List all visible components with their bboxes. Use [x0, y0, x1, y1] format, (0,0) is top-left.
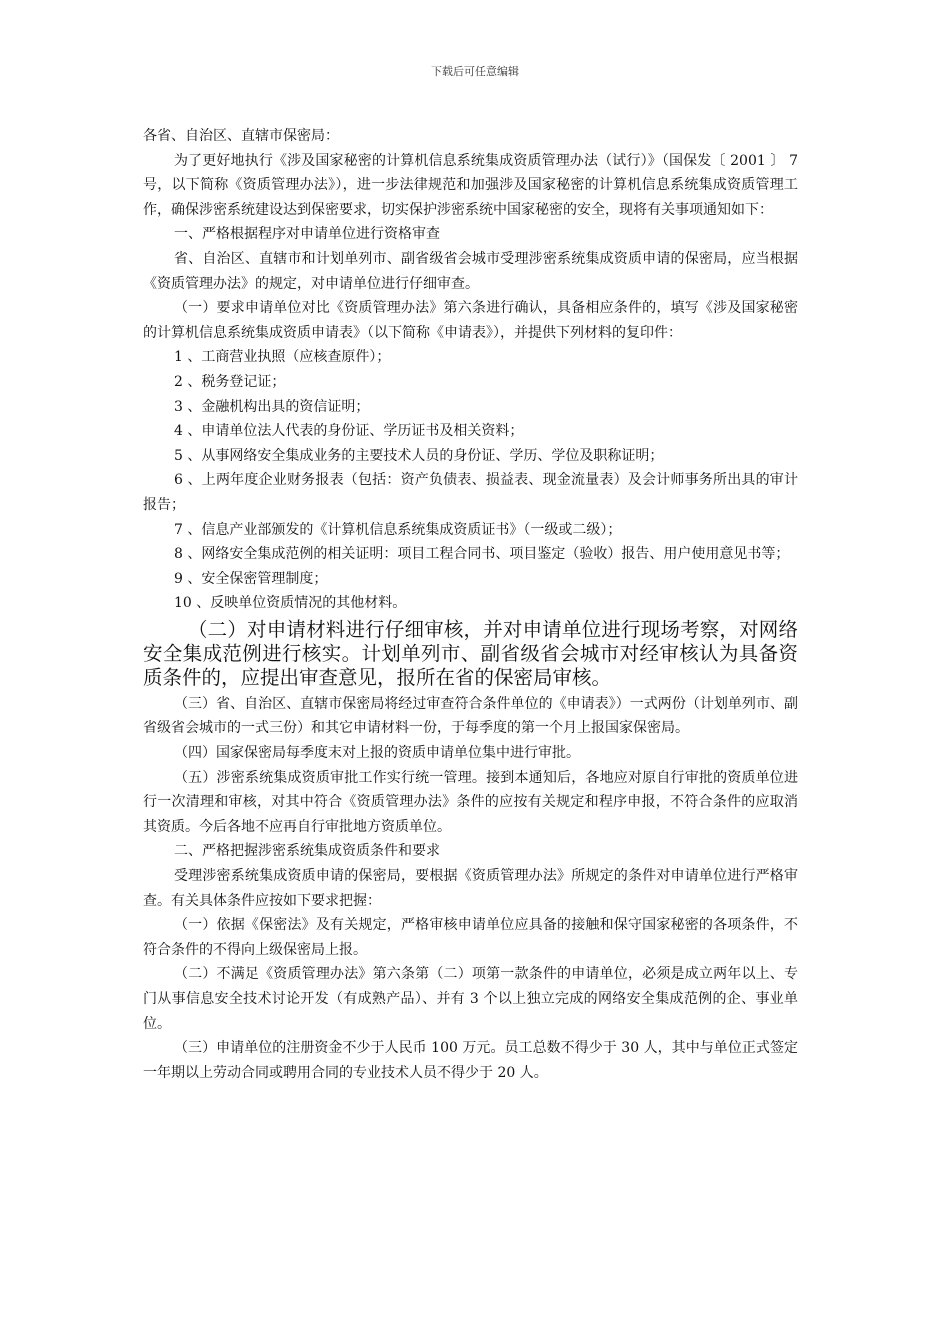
paragraph-intro: 为了更好地执行《涉及国家秘密的计算机信息系统集成资质管理办法（试行）》（国保发〔 2001 〕 7 号，以下简称《资质管理办法》），进一步法律规范和加强涉及国家秘密的计算机信息系统集成资质管理工作，确保涉密系统建设达到保密要求，切实保护涉密系统中国家秘密的安全，现将有关事项通知如下： — [143, 152, 798, 218]
section-heading-2: 二、严格把握涉密系统集成资质条件和要求 — [174, 843, 440, 860]
paragraph: （一）依据《保密法》及有关规定，严格审核申请单位应具备的接触和保守国家秘密的各项条件，不符合条件的不得向上级保密局上报。 — [143, 917, 798, 958]
list-item: 4 、申请单位法人代表的身份证、学历证书及相关资料； — [174, 423, 524, 440]
paragraph: （三）申请单位的注册资金不少于人民币 100 万元。员工总数不得少于 30 人，其中与单位正式签定一年期以上劳动合同或聘用合同的专业技术人员不得少于 20 人。 — [143, 1040, 798, 1081]
list-item: 1 、工商营业执照（应核查原件）； — [174, 349, 391, 366]
paragraph: 受理涉密系统集成资质申请的保密局，要根据《资质管理办法》所规定的条件对申请单位进行严格审查。有关具体条件应按如下要求把握： — [143, 868, 798, 909]
list-item: 5 、从事网络安全集成业务的主要技术人员的身份证、学历、学位及职称证明； — [174, 447, 664, 464]
document-body — [143, 124, 798, 1085]
list-item: 6 、上两年度企业财务报表（包括：资产负债表、损益表、现金流量表）及会计师事务所出具的审计报告； — [143, 472, 798, 513]
paragraph: （一）要求申请单位对比《资质管理办法》第六条进行确认，具备相应条件的，填写《涉及国家秘密的计算机信息系统集成资质申请表》（以下简称《申请表》），并提供下列材料的复印件： — [143, 300, 798, 341]
paragraph-large: （二）对申请材料进行仔细审核，并对申请单位进行现场考察，对网络安全集成范例进行核实。计划单列市、副省级省会城市对经审核认为具备资质条件的，应提出审查意见，报所在省的保密局审核。 — [143, 617, 798, 689]
section-heading-1: 一、严格根据程序对申请单位进行资格审查 — [174, 226, 440, 243]
salutation: 各省、自治区、直辖市保密局： — [143, 128, 339, 144]
list-item: 7 、信息产业部颁发的《计算机信息系统集成资质证书》（一级或二级）； — [174, 521, 622, 538]
list-item: 8 、网络安全集成范例的相关证明：项目工程合同书、项目鉴定（验收）报告、用户使用意见书等； — [174, 546, 790, 563]
paragraph: （二）不满足《资质管理办法》第六条第（二）项第一款条件的申请单位，必须是成立两年以上、专门从事信息安全技术讨论开发（有成熟产品）、并有 3 个以上独立完成的网络安全集成范例的企、事业单位。 — [143, 966, 798, 1032]
list-item: 2 、税务登记证； — [174, 373, 286, 390]
list-item: 3 、金融机构出具的资信证明； — [174, 398, 370, 415]
paragraph: （五）涉密系统集成资质审批工作实行统一管理。接到本通知后，各地应对原自行审批的资质单位进行一次清理和审核，对其中符合《资质管理办法》条件的应按有关规定和程序申报，不符合条件的应取消其资质。今后各地不应再自行审批地方资质单位。 — [143, 769, 798, 835]
paragraph: 省、自治区、直辖市和计划单列市、副省级省会城市受理涉密系统集成资质申请的保密局，应当根据《资质管理办法》的规定，对申请单位进行仔细审查。 — [143, 250, 798, 292]
paragraph: （三）省、自治区、直辖市保密局将经过审查符合条件单位的《申请表》）一式两份（计划单列市、副省级省会城市的一式三份）和其它申请材料一份，于每季度的第一个月上报国家保密局。 — [143, 695, 798, 737]
list-item: 9 、安全保密管理制度； — [174, 570, 328, 587]
page-header-note: 下载后可任意编辑 — [431, 65, 519, 78]
paragraph: （四）国家保密局每季度末对上报的资质申请单位集中进行审批。 — [174, 745, 580, 762]
list-item: 10 、反映单位资质情况的其他材料。 — [174, 595, 407, 612]
